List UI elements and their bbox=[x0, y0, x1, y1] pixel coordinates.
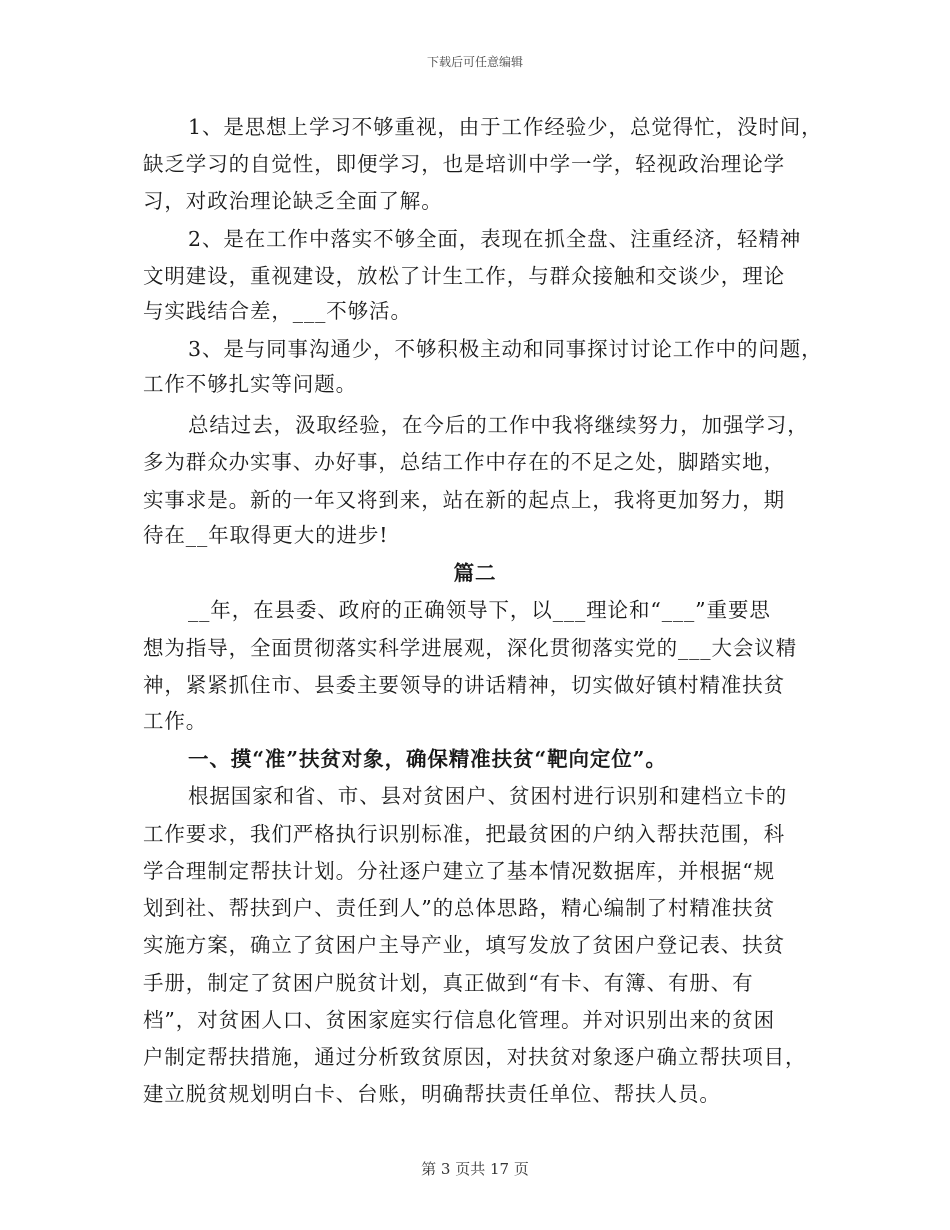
subheading-1: 一、摸“准”扶贫对象，确保精准扶贫“靶向定位”。 bbox=[188, 747, 667, 771]
page-footer: 第 3 页共 17 页 bbox=[421, 1160, 529, 1178]
paragraph-2-line-3: 与实践结合差，___不够活。 bbox=[143, 299, 412, 323]
paragraph-6-line-4: 划到社、帮扶到户、责任到人”的总体思路，精心编制了村精准扶贫 bbox=[143, 896, 775, 920]
paragraph-4-line-3: 实事求是。新的一年又将到来，站在新的起点上，我将更加努力，期 bbox=[143, 488, 785, 512]
paragraph-5-line-2: 想为指导，全面贯彻落实科学进展观，深化贯彻落实党的___大会议精 bbox=[143, 636, 798, 660]
paragraph-1-line-2: 缺乏学习的自觉性，即便学习，也是培训中学一学，轻视政治理论学 bbox=[143, 152, 785, 176]
paragraph-1-line-3: 习，对政治理论缺乏全面了解。 bbox=[143, 189, 443, 213]
paragraph-5-line-1: __年，在县委、政府的正确领导下，以___理论和“___”重要思 bbox=[188, 598, 771, 622]
paragraph-5-line-3: 神，紧紧抓住市、县委主要领导的讲话精神，切实做好镇村精准扶贫 bbox=[143, 673, 785, 697]
paragraph-3-line-1: 3、是与同事沟通少，不够积极主动和同事探讨讨论工作中的问题， bbox=[188, 337, 823, 361]
paragraph-6-line-1: 根据国家和省、市、县对贫困户、贫困村进行识别和建档立卡的 bbox=[188, 784, 788, 808]
paragraph-6-line-5: 实施方案，确立了贫困户主导产业，填写发放了贫困户登记表、扶贫 bbox=[143, 933, 785, 957]
paragraph-4-line-2: 多为群众办实事、办好事，总结工作中存在的不足之处，脚踏实地， bbox=[143, 450, 785, 474]
page-header: 下载后可任意编辑 bbox=[426, 55, 523, 69]
paragraph-6-line-8: 户制定帮扶措施，通过分析致贫原因，对扶贫对象逐户确立帮扶项目， bbox=[143, 1045, 807, 1069]
paragraph-5-line-4: 工作。 bbox=[143, 709, 208, 733]
paragraph-4-line-1: 总结过去，汲取经验，在今后的工作中我将继续努力，加强学习， bbox=[188, 413, 809, 437]
paragraph-6-line-2: 工作要求，我们严格执行识别标准，把最贫困的户纳入帮扶范围，科 bbox=[143, 822, 785, 846]
paragraph-1-line-1: 1、是思想上学习不够重视，由于工作经验少，总觉得忙，没时间， bbox=[188, 115, 823, 139]
paragraph-2-line-1: 2、是在工作中落实不够全面，表现在抓全盘、注重经济，轻精神 bbox=[188, 227, 802, 251]
paragraph-6-line-6: 手册，制定了贫困户脱贫计划，真正做到“有卡、有簿、有册、有 bbox=[143, 971, 754, 995]
paragraph-3-line-2: 工作不够扎实等问题。 bbox=[143, 372, 357, 396]
paragraph-6-line-9: 建立脱贫规划明白卡、台账，明确帮扶责任单位、帮扶人员。 bbox=[143, 1082, 721, 1106]
paragraph-2-line-2: 文明建设，重视建设，放松了计生工作，与群众接触和交谈少，理论 bbox=[143, 264, 785, 288]
paragraph-6-line-7: 档”，对贫困人口、贫困家庭实行信息化管理。并对识别出来的贫困 bbox=[143, 1008, 775, 1032]
paragraph-4-line-4: 待在__年取得更大的进步! bbox=[143, 523, 389, 547]
section-title: 篇二 bbox=[453, 561, 497, 585]
paragraph-6-line-3: 学合理制定帮扶计划。分社逐户建立了基本情况数据库，并根据“规 bbox=[143, 859, 775, 883]
